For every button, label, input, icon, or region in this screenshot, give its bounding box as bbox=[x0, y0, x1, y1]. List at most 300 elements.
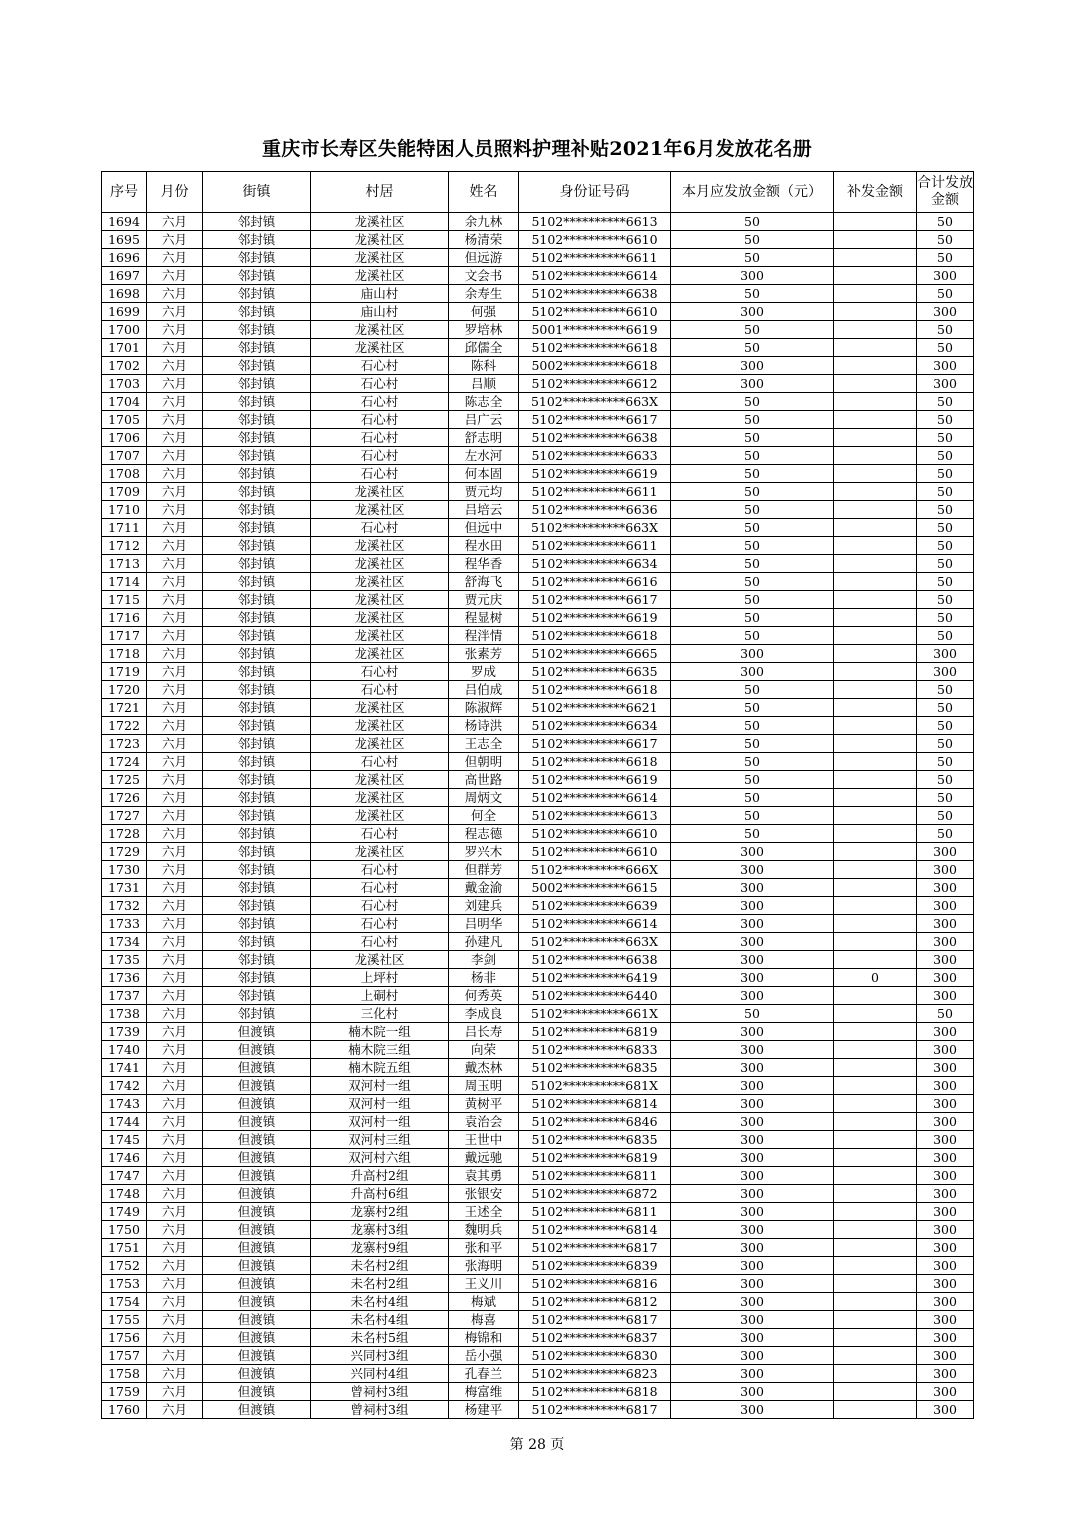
cell-town: 邻封镇 bbox=[203, 321, 311, 339]
cell-village: 龙溪社区 bbox=[311, 213, 449, 231]
cell-total-amount: 50 bbox=[917, 483, 974, 501]
cell-seq: 1719 bbox=[102, 663, 147, 681]
cell-id-number: 5102**********6618 bbox=[519, 753, 671, 771]
cell-seq: 1735 bbox=[102, 951, 147, 969]
cell-id-number: 5102**********663X bbox=[519, 519, 671, 537]
cell-monthly-amount: 300 bbox=[671, 645, 834, 663]
cell-id-number: 5102**********6614 bbox=[519, 267, 671, 285]
table-row bbox=[102, 339, 974, 357]
cell-village: 石心村 bbox=[311, 393, 449, 411]
cell-name: 周玉明 bbox=[449, 1077, 519, 1095]
table-row bbox=[102, 573, 974, 591]
table-row bbox=[102, 987, 974, 1005]
cell-town: 邻封镇 bbox=[203, 303, 311, 321]
cell-name: 余寿生 bbox=[449, 285, 519, 303]
cell-total-amount: 50 bbox=[917, 627, 974, 645]
cell-seq: 1737 bbox=[102, 987, 147, 1005]
cell-month: 六月 bbox=[147, 681, 203, 699]
cell-id-number: 5102**********663X bbox=[519, 933, 671, 951]
cell-back-pay bbox=[834, 249, 917, 267]
cell-id-number: 5102**********6610 bbox=[519, 825, 671, 843]
cell-village: 石心村 bbox=[311, 663, 449, 681]
cell-seq: 1712 bbox=[102, 537, 147, 555]
cell-back-pay bbox=[834, 1221, 917, 1239]
cell-name: 孙建凡 bbox=[449, 933, 519, 951]
cell-name: 梅锦和 bbox=[449, 1329, 519, 1347]
cell-monthly-amount: 300 bbox=[671, 1239, 834, 1257]
cell-seq: 1748 bbox=[102, 1185, 147, 1203]
cell-month: 六月 bbox=[147, 1293, 203, 1311]
cell-id-number: 5102**********6621 bbox=[519, 699, 671, 717]
cell-back-pay bbox=[834, 1329, 917, 1347]
cell-total-amount: 300 bbox=[917, 1221, 974, 1239]
cell-monthly-amount: 50 bbox=[671, 753, 834, 771]
cell-month: 六月 bbox=[147, 339, 203, 357]
table-row bbox=[102, 789, 974, 807]
cell-id-number: 5102**********6635 bbox=[519, 663, 671, 681]
cell-back-pay bbox=[834, 915, 917, 933]
cell-town: 但渡镇 bbox=[203, 1365, 311, 1383]
cell-seq: 1700 bbox=[102, 321, 147, 339]
roster-table bbox=[101, 171, 974, 1419]
cell-total-amount: 300 bbox=[917, 303, 974, 321]
cell-name: 余九林 bbox=[449, 213, 519, 231]
cell-total-amount: 300 bbox=[917, 1185, 974, 1203]
table-row bbox=[102, 501, 974, 519]
cell-name: 程志德 bbox=[449, 825, 519, 843]
table-row bbox=[102, 1005, 974, 1023]
cell-monthly-amount: 50 bbox=[671, 213, 834, 231]
cell-seq: 1703 bbox=[102, 375, 147, 393]
table-row bbox=[102, 1059, 974, 1077]
cell-monthly-amount: 50 bbox=[671, 447, 834, 465]
cell-back-pay bbox=[834, 1059, 917, 1077]
cell-total-amount: 300 bbox=[917, 1149, 974, 1167]
cell-name: 王志全 bbox=[449, 735, 519, 753]
table-row bbox=[102, 447, 974, 465]
table-row bbox=[102, 1239, 974, 1257]
cell-village: 石心村 bbox=[311, 825, 449, 843]
column-header-total-amount: 合计发放金额 bbox=[917, 172, 974, 213]
cell-seq: 1708 bbox=[102, 465, 147, 483]
cell-monthly-amount: 300 bbox=[671, 1077, 834, 1095]
cell-name: 舒海飞 bbox=[449, 573, 519, 591]
cell-seq: 1759 bbox=[102, 1383, 147, 1401]
cell-back-pay bbox=[834, 303, 917, 321]
cell-total-amount: 300 bbox=[917, 915, 974, 933]
cell-total-amount: 50 bbox=[917, 339, 974, 357]
cell-monthly-amount: 50 bbox=[671, 393, 834, 411]
cell-month: 六月 bbox=[147, 789, 203, 807]
cell-month: 六月 bbox=[147, 1167, 203, 1185]
table-row bbox=[102, 1401, 974, 1419]
cell-id-number: 5102**********6665 bbox=[519, 645, 671, 663]
cell-town: 邻封镇 bbox=[203, 429, 311, 447]
table-row bbox=[102, 645, 974, 663]
cell-town: 但渡镇 bbox=[203, 1383, 311, 1401]
cell-id-number: 5102**********6846 bbox=[519, 1113, 671, 1131]
cell-town: 但渡镇 bbox=[203, 1239, 311, 1257]
table-row bbox=[102, 321, 974, 339]
cell-back-pay bbox=[834, 285, 917, 303]
cell-month: 六月 bbox=[147, 663, 203, 681]
cell-name: 周炳文 bbox=[449, 789, 519, 807]
cell-village: 双河村六组 bbox=[311, 1149, 449, 1167]
cell-back-pay bbox=[834, 213, 917, 231]
cell-seq: 1713 bbox=[102, 555, 147, 573]
cell-id-number: 5102**********6619 bbox=[519, 609, 671, 627]
cell-month: 六月 bbox=[147, 1095, 203, 1113]
cell-total-amount: 50 bbox=[917, 717, 974, 735]
cell-back-pay bbox=[834, 411, 917, 429]
cell-name: 舒志明 bbox=[449, 429, 519, 447]
cell-town: 邻封镇 bbox=[203, 951, 311, 969]
cell-back-pay bbox=[834, 1203, 917, 1221]
cell-town: 邻封镇 bbox=[203, 717, 311, 735]
cell-village: 石心村 bbox=[311, 879, 449, 897]
cell-id-number: 5102**********6814 bbox=[519, 1095, 671, 1113]
cell-monthly-amount: 300 bbox=[671, 1329, 834, 1347]
cell-town: 邻封镇 bbox=[203, 987, 311, 1005]
cell-month: 六月 bbox=[147, 627, 203, 645]
cell-village: 龙溪社区 bbox=[311, 573, 449, 591]
cell-back-pay bbox=[834, 1077, 917, 1095]
cell-back-pay bbox=[834, 789, 917, 807]
cell-name: 李成良 bbox=[449, 1005, 519, 1023]
cell-total-amount: 50 bbox=[917, 735, 974, 753]
cell-back-pay bbox=[834, 1113, 917, 1131]
cell-total-amount: 300 bbox=[917, 1329, 974, 1347]
cell-back-pay bbox=[834, 321, 917, 339]
cell-month: 六月 bbox=[147, 1131, 203, 1149]
cell-seq: 1725 bbox=[102, 771, 147, 789]
cell-name: 程水田 bbox=[449, 537, 519, 555]
cell-total-amount: 300 bbox=[917, 663, 974, 681]
cell-name: 杨非 bbox=[449, 969, 519, 987]
cell-name: 贾元均 bbox=[449, 483, 519, 501]
cell-seq: 1727 bbox=[102, 807, 147, 825]
cell-total-amount: 50 bbox=[917, 555, 974, 573]
cell-village: 石心村 bbox=[311, 447, 449, 465]
table-row bbox=[102, 411, 974, 429]
cell-town: 邻封镇 bbox=[203, 735, 311, 753]
cell-back-pay bbox=[834, 1131, 917, 1149]
cell-total-amount: 50 bbox=[917, 321, 974, 339]
cell-total-amount: 300 bbox=[917, 1095, 974, 1113]
cell-village: 未名村2组 bbox=[311, 1257, 449, 1275]
table-row bbox=[102, 483, 974, 501]
cell-town: 邻封镇 bbox=[203, 807, 311, 825]
cell-id-number: 5102**********6610 bbox=[519, 303, 671, 321]
cell-total-amount: 50 bbox=[917, 807, 974, 825]
cell-town: 邻封镇 bbox=[203, 375, 311, 393]
cell-monthly-amount: 50 bbox=[671, 717, 834, 735]
cell-village: 未名村4组 bbox=[311, 1311, 449, 1329]
cell-monthly-amount: 300 bbox=[671, 1293, 834, 1311]
column-header-seq: 序号 bbox=[102, 172, 147, 213]
table-row bbox=[102, 879, 974, 897]
cell-name: 袁其勇 bbox=[449, 1167, 519, 1185]
cell-seq: 1730 bbox=[102, 861, 147, 879]
cell-village: 石心村 bbox=[311, 411, 449, 429]
cell-month: 六月 bbox=[147, 951, 203, 969]
cell-month: 六月 bbox=[147, 285, 203, 303]
column-header-village: 村居 bbox=[311, 172, 449, 213]
cell-id-number: 5102**********6817 bbox=[519, 1401, 671, 1419]
cell-total-amount: 300 bbox=[917, 1041, 974, 1059]
cell-month: 六月 bbox=[147, 1311, 203, 1329]
cell-village: 兴同村3组 bbox=[311, 1347, 449, 1365]
cell-back-pay bbox=[834, 501, 917, 519]
cell-back-pay bbox=[834, 483, 917, 501]
cell-town: 邻封镇 bbox=[203, 753, 311, 771]
table-row bbox=[102, 861, 974, 879]
cell-town: 邻封镇 bbox=[203, 645, 311, 663]
cell-id-number: 5102**********6616 bbox=[519, 573, 671, 591]
cell-town: 邻封镇 bbox=[203, 447, 311, 465]
cell-id-number: 5102**********6816 bbox=[519, 1275, 671, 1293]
cell-back-pay bbox=[834, 861, 917, 879]
cell-id-number: 5102**********6818 bbox=[519, 1383, 671, 1401]
cell-name: 陈志全 bbox=[449, 393, 519, 411]
cell-monthly-amount: 300 bbox=[671, 1167, 834, 1185]
cell-id-number: 5102**********6614 bbox=[519, 789, 671, 807]
cell-village: 上硐村 bbox=[311, 987, 449, 1005]
cell-back-pay: 0 bbox=[834, 969, 917, 987]
page-title: 重庆市长寿区失能特困人员照料护理补贴2021年6月发放花名册 bbox=[261, 138, 813, 160]
cell-village: 楠木院一组 bbox=[311, 1023, 449, 1041]
cell-monthly-amount: 50 bbox=[671, 609, 834, 627]
cell-village: 龙溪社区 bbox=[311, 537, 449, 555]
cell-town: 但渡镇 bbox=[203, 1401, 311, 1419]
cell-town: 邻封镇 bbox=[203, 357, 311, 375]
cell-back-pay bbox=[834, 663, 917, 681]
cell-town: 邻封镇 bbox=[203, 483, 311, 501]
cell-name: 程显树 bbox=[449, 609, 519, 627]
cell-month: 六月 bbox=[147, 1113, 203, 1131]
cell-seq: 1739 bbox=[102, 1023, 147, 1041]
cell-month: 六月 bbox=[147, 699, 203, 717]
cell-back-pay bbox=[834, 357, 917, 375]
cell-seq: 1732 bbox=[102, 897, 147, 915]
cell-seq: 1747 bbox=[102, 1167, 147, 1185]
cell-total-amount: 300 bbox=[917, 969, 974, 987]
cell-seq: 1749 bbox=[102, 1203, 147, 1221]
cell-id-number: 5102**********6811 bbox=[519, 1167, 671, 1185]
table-row bbox=[102, 267, 974, 285]
cell-total-amount: 50 bbox=[917, 249, 974, 267]
cell-town: 但渡镇 bbox=[203, 1311, 311, 1329]
cell-monthly-amount: 50 bbox=[671, 789, 834, 807]
cell-total-amount: 50 bbox=[917, 609, 974, 627]
cell-town: 邻封镇 bbox=[203, 501, 311, 519]
cell-town: 邻封镇 bbox=[203, 879, 311, 897]
cell-id-number: 5102**********6634 bbox=[519, 717, 671, 735]
cell-village: 龙溪社区 bbox=[311, 267, 449, 285]
cell-id-number: 5102**********6611 bbox=[519, 483, 671, 501]
cell-id-number: 5102**********6617 bbox=[519, 591, 671, 609]
cell-total-amount: 300 bbox=[917, 1113, 974, 1131]
cell-monthly-amount: 300 bbox=[671, 843, 834, 861]
cell-month: 六月 bbox=[147, 1005, 203, 1023]
cell-village: 龙溪社区 bbox=[311, 321, 449, 339]
cell-village: 楠木院三组 bbox=[311, 1041, 449, 1059]
cell-month: 六月 bbox=[147, 1329, 203, 1347]
cell-back-pay bbox=[834, 1365, 917, 1383]
cell-id-number: 5102**********6610 bbox=[519, 843, 671, 861]
cell-town: 邻封镇 bbox=[203, 771, 311, 789]
cell-monthly-amount: 300 bbox=[671, 1257, 834, 1275]
cell-monthly-amount: 50 bbox=[671, 501, 834, 519]
cell-town: 邻封镇 bbox=[203, 933, 311, 951]
cell-village: 石心村 bbox=[311, 897, 449, 915]
cell-month: 六月 bbox=[147, 573, 203, 591]
cell-town: 但渡镇 bbox=[203, 1077, 311, 1095]
cell-name: 吕长寿 bbox=[449, 1023, 519, 1041]
table-row bbox=[102, 1257, 974, 1275]
table-row bbox=[102, 1221, 974, 1239]
cell-town: 邻封镇 bbox=[203, 843, 311, 861]
cell-month: 六月 bbox=[147, 1041, 203, 1059]
cell-id-number: 5102**********6638 bbox=[519, 951, 671, 969]
cell-town: 邻封镇 bbox=[203, 267, 311, 285]
cell-seq: 1707 bbox=[102, 447, 147, 465]
cell-id-number: 5102**********6618 bbox=[519, 681, 671, 699]
cell-name: 孔春兰 bbox=[449, 1365, 519, 1383]
cell-town: 但渡镇 bbox=[203, 1257, 311, 1275]
cell-seq: 1697 bbox=[102, 267, 147, 285]
cell-back-pay bbox=[834, 465, 917, 483]
cell-month: 六月 bbox=[147, 753, 203, 771]
cell-town: 但渡镇 bbox=[203, 1041, 311, 1059]
table-row bbox=[102, 1383, 974, 1401]
cell-name: 吕明华 bbox=[449, 915, 519, 933]
cell-total-amount: 300 bbox=[917, 879, 974, 897]
table-row bbox=[102, 807, 974, 825]
cell-town: 邻封镇 bbox=[203, 285, 311, 303]
cell-total-amount: 50 bbox=[917, 789, 974, 807]
cell-village: 三化村 bbox=[311, 1005, 449, 1023]
cell-id-number: 5002**********6618 bbox=[519, 357, 671, 375]
cell-village: 石心村 bbox=[311, 357, 449, 375]
cell-back-pay bbox=[834, 825, 917, 843]
cell-seq: 1696 bbox=[102, 249, 147, 267]
cell-monthly-amount: 300 bbox=[671, 1383, 834, 1401]
cell-month: 六月 bbox=[147, 1347, 203, 1365]
cell-month: 六月 bbox=[147, 375, 203, 393]
cell-village: 曾祠村3组 bbox=[311, 1383, 449, 1401]
cell-village: 龙溪社区 bbox=[311, 735, 449, 753]
cell-village: 庙山村 bbox=[311, 303, 449, 321]
table-row bbox=[102, 357, 974, 375]
cell-month: 六月 bbox=[147, 1383, 203, 1401]
table-row bbox=[102, 1347, 974, 1365]
cell-total-amount: 50 bbox=[917, 771, 974, 789]
cell-name: 李剑 bbox=[449, 951, 519, 969]
cell-monthly-amount: 50 bbox=[671, 537, 834, 555]
cell-monthly-amount: 300 bbox=[671, 663, 834, 681]
cell-seq: 1718 bbox=[102, 645, 147, 663]
cell-monthly-amount: 50 bbox=[671, 321, 834, 339]
cell-id-number: 5102**********6819 bbox=[519, 1149, 671, 1167]
cell-back-pay bbox=[834, 1257, 917, 1275]
cell-name: 吕广云 bbox=[449, 411, 519, 429]
cell-monthly-amount: 300 bbox=[671, 1401, 834, 1419]
cell-monthly-amount: 50 bbox=[671, 231, 834, 249]
cell-total-amount: 50 bbox=[917, 429, 974, 447]
cell-village: 龙寨村3组 bbox=[311, 1221, 449, 1239]
cell-monthly-amount: 300 bbox=[671, 1275, 834, 1293]
cell-name: 贾元庆 bbox=[449, 591, 519, 609]
cell-monthly-amount: 50 bbox=[671, 627, 834, 645]
cell-town: 但渡镇 bbox=[203, 1275, 311, 1293]
cell-id-number: 5102**********681X bbox=[519, 1077, 671, 1095]
cell-town: 但渡镇 bbox=[203, 1347, 311, 1365]
cell-village: 龙溪社区 bbox=[311, 501, 449, 519]
table-row bbox=[102, 591, 974, 609]
cell-village: 双河村一组 bbox=[311, 1077, 449, 1095]
cell-village: 石心村 bbox=[311, 753, 449, 771]
cell-back-pay bbox=[834, 1041, 917, 1059]
cell-id-number: 5102**********6440 bbox=[519, 987, 671, 1005]
cell-back-pay bbox=[834, 771, 917, 789]
cell-seq: 1758 bbox=[102, 1365, 147, 1383]
cell-seq: 1720 bbox=[102, 681, 147, 699]
cell-total-amount: 300 bbox=[917, 1203, 974, 1221]
cell-id-number: 5102**********6638 bbox=[519, 285, 671, 303]
table-row bbox=[102, 519, 974, 537]
cell-name: 杨清荣 bbox=[449, 231, 519, 249]
column-header-name: 姓名 bbox=[449, 172, 519, 213]
cell-town: 但渡镇 bbox=[203, 1095, 311, 1113]
cell-back-pay bbox=[834, 267, 917, 285]
cell-month: 六月 bbox=[147, 357, 203, 375]
cell-back-pay bbox=[834, 717, 917, 735]
cell-back-pay bbox=[834, 375, 917, 393]
cell-name: 王义川 bbox=[449, 1275, 519, 1293]
cell-monthly-amount: 300 bbox=[671, 1059, 834, 1077]
cell-month: 六月 bbox=[147, 249, 203, 267]
cell-back-pay bbox=[834, 987, 917, 1005]
cell-month: 六月 bbox=[147, 609, 203, 627]
cell-seq: 1710 bbox=[102, 501, 147, 519]
cell-monthly-amount: 300 bbox=[671, 879, 834, 897]
cell-month: 六月 bbox=[147, 1023, 203, 1041]
cell-village: 未名村5组 bbox=[311, 1329, 449, 1347]
cell-monthly-amount: 300 bbox=[671, 861, 834, 879]
table-row bbox=[102, 1275, 974, 1293]
cell-back-pay bbox=[834, 1095, 917, 1113]
cell-monthly-amount: 50 bbox=[671, 555, 834, 573]
cell-town: 但渡镇 bbox=[203, 1059, 311, 1077]
cell-total-amount: 50 bbox=[917, 393, 974, 411]
cell-town: 但渡镇 bbox=[203, 1329, 311, 1347]
cell-seq: 1726 bbox=[102, 789, 147, 807]
cell-name: 戴金渝 bbox=[449, 879, 519, 897]
cell-month: 六月 bbox=[147, 537, 203, 555]
cell-name: 何全 bbox=[449, 807, 519, 825]
cell-monthly-amount: 300 bbox=[671, 1041, 834, 1059]
table-row bbox=[102, 969, 974, 987]
cell-month: 六月 bbox=[147, 1077, 203, 1095]
cell-town: 邻封镇 bbox=[203, 339, 311, 357]
cell-month: 六月 bbox=[147, 987, 203, 1005]
cell-back-pay bbox=[834, 519, 917, 537]
table-row bbox=[102, 1365, 974, 1383]
cell-monthly-amount: 300 bbox=[671, 1149, 834, 1167]
cell-name: 戴杰林 bbox=[449, 1059, 519, 1077]
cell-id-number: 5102**********6830 bbox=[519, 1347, 671, 1365]
